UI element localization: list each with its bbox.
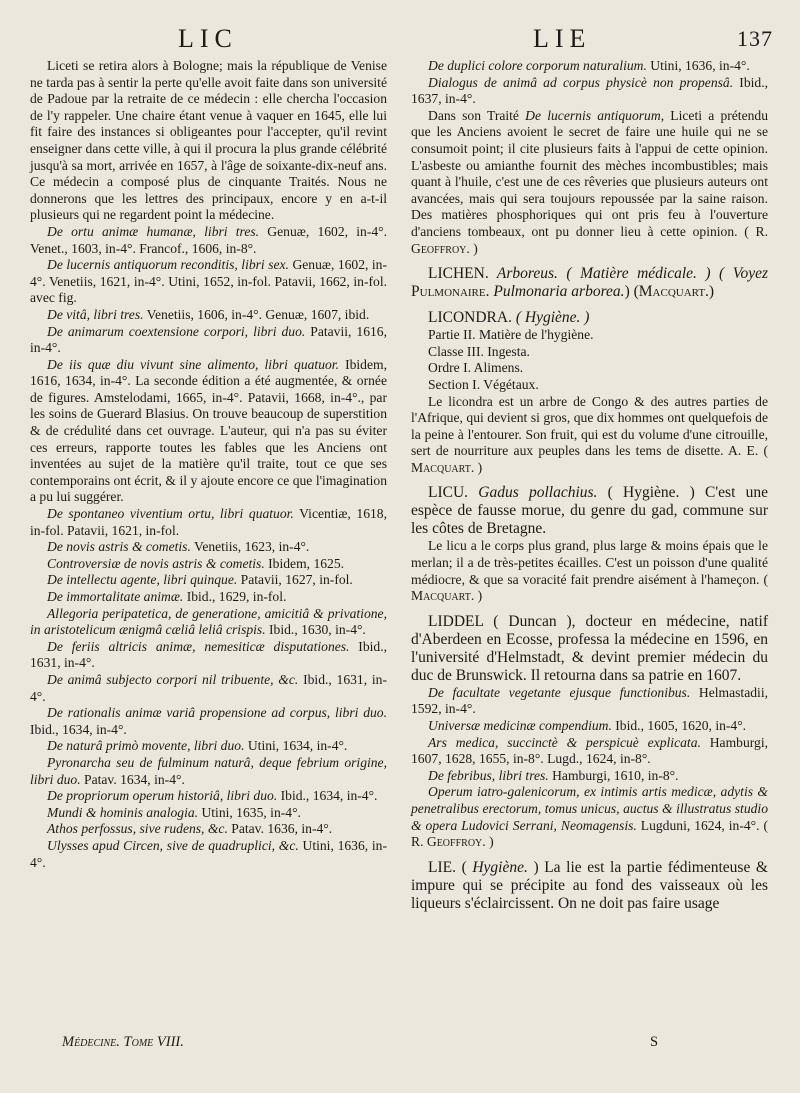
author-signature: Macquart bbox=[411, 459, 471, 475]
bibliography-entry bbox=[411, 718, 768, 735]
entry-headword: LIE. bbox=[428, 858, 456, 876]
work-details: Utini, 1635, in-4°. bbox=[198, 804, 301, 820]
work-details: Ibid., 1631, in-4°. bbox=[30, 671, 387, 704]
entry-headword: LICONDRA. bbox=[428, 309, 512, 327]
classification-list bbox=[411, 327, 768, 393]
lucernis-commentary bbox=[411, 108, 768, 257]
bibliography-entry bbox=[30, 738, 387, 755]
work-title: Pyronarcha seu de fulminum naturâ, deque febrium origine, libri duo. bbox=[30, 754, 387, 787]
bibliography-entry bbox=[30, 755, 387, 788]
entry-text: ( bbox=[455, 858, 473, 876]
work-details: Venetiis, 1606, in-4°. Genuæ, 1607, ibid. bbox=[143, 306, 370, 322]
cross-reference-term: Pulmonaire. bbox=[411, 283, 490, 301]
signature-mark: S bbox=[650, 1034, 659, 1050]
entry-liddel bbox=[411, 613, 768, 685]
bibliography-entry bbox=[30, 506, 387, 539]
work-details: Vicentiæ, 1618, in-fol. Patavii, 1621, in-fol. bbox=[30, 506, 387, 538]
work-title: De facultate vegetante ejusque functionibus. bbox=[428, 684, 691, 700]
bibliography-entry bbox=[30, 705, 387, 738]
left-column bbox=[30, 58, 387, 871]
bibliography-entry bbox=[30, 224, 387, 257]
author-signature: ) (Macquart.) bbox=[624, 283, 715, 301]
bibliography-entry bbox=[30, 357, 387, 506]
work-title: De lucernis antiquorum bbox=[525, 107, 661, 123]
entry-headword: LIDDEL bbox=[428, 612, 484, 630]
work-details: Ibid., 1637, in-4°. bbox=[411, 74, 768, 107]
author-signature: Macquart bbox=[411, 588, 471, 604]
work-details: Patavii, 1616, in-4°. bbox=[30, 323, 387, 356]
work-details: Ibid., 1629, in-fol. bbox=[183, 589, 287, 604]
entry-text: ( Duncan ), docteur en médecine, natif d'Aberdeen en Ecosse, professa la médecine en 1596, en l'université d'Helmstadt, & devint premier médecin du duc de Brunswick. Il retourna dans sa patrie en 1607. bbox=[411, 612, 768, 684]
work-details: Utini, 1636, in-4°. bbox=[30, 837, 387, 870]
work-title: Universæ medicinæ compendium. bbox=[428, 718, 612, 734]
classification-line: Ordre I. Alimens. bbox=[428, 360, 524, 376]
work-title: De intellectu agente, libri quinque. bbox=[47, 572, 238, 588]
work-title: Dialogus de animâ ad corpus physicè non propensâ. bbox=[428, 74, 734, 90]
work-details: Genuæ, 1602, in-4°. Venetiis, 1621, in-4°. Utini, 1652, in-fol. Patavii, 1662, in-fol. avec fig. bbox=[30, 257, 388, 306]
work-title: Operum iatro-galenicorum, ex intimis artis medicæ, adytis & penetralibus erectorum, tomus unicus, auctus & illustratus studio & opera Ludovici Serrani, Neomagensis. bbox=[411, 784, 768, 833]
work-title: Controversiæ de novis astris & cometis. bbox=[47, 555, 265, 571]
bibliography-entry bbox=[411, 735, 768, 768]
bibliography-entry bbox=[30, 257, 387, 307]
entry-headword: LICHEN. bbox=[428, 265, 489, 283]
signature-close: . ) bbox=[470, 588, 483, 604]
entry-licu bbox=[411, 484, 768, 538]
work-details: Lugduni, 1624, in-4°. ( R. bbox=[411, 817, 768, 850]
page-number: 137 bbox=[737, 26, 773, 51]
commentary-text: , Liceti a prétendu que les Anciens avoient le secret de faire une huile qui ne se consumoit point; il cite plusieurs faits à l'appui de cette opinion. L'asbeste ou amianthe fournit des mèches incombustibles; mais quant à l'huile, c'est une de ces rêveries que plusieurs auteurs ont avancées, mais qui sera toujours repoussée par la saine raison. Des matières phosphoriques qui ont pris feu à l'ouverture d'anciens tombeaux, ont pu donner lieu à cette opinion. ( R. bbox=[411, 107, 768, 239]
entry-category: ( Hygiène. ) bbox=[511, 309, 590, 327]
entry-lichen bbox=[411, 265, 768, 301]
commentary-text: Dans son Traité bbox=[428, 107, 526, 123]
latin-name: Arboreus. bbox=[488, 265, 567, 283]
licondra-description bbox=[411, 394, 768, 477]
bibliography-entry bbox=[411, 784, 768, 850]
work-details: Ibid., 1634, in-4°. bbox=[277, 788, 378, 804]
work-title: De naturâ primò movente, libri duo. bbox=[47, 738, 245, 754]
entry-headword: LICU. bbox=[428, 484, 469, 502]
bibliography-entry bbox=[411, 685, 768, 718]
entry-text: Le licondra est un arbre de Congo & des autres parties de l'Afrique, qui devient si gros, que dix hommes ont quelquefois de la peine à l'entourer. Son fruit, qui est du volume d'une citrouille, sert de nourriture aux peuples dans les tems de disette. A. E. ( bbox=[411, 393, 768, 459]
bibliography-entry bbox=[30, 606, 387, 639]
work-details: Utini, 1634, in-4°. bbox=[244, 738, 348, 754]
work-title: Ars medica, succinctè & perspicuè explicata. bbox=[428, 734, 701, 750]
page-footer bbox=[62, 1034, 762, 1051]
classification-line: Classe III. Ingesta. bbox=[428, 343, 530, 359]
work-title: De spontaneo viventium ortu, libri quatuor. bbox=[47, 506, 294, 522]
work-details: Venetiis, 1623, in-4°. bbox=[190, 539, 310, 555]
bibliography-entry bbox=[30, 324, 387, 357]
work-title: De rationalis animæ variâ propensione ad corpus, libri duo. bbox=[47, 705, 387, 721]
entry-category: Hygiène. bbox=[472, 858, 528, 876]
right-column bbox=[411, 58, 768, 913]
work-title: De vitâ, libri tres. bbox=[47, 306, 144, 322]
bibliography-entry bbox=[30, 572, 387, 589]
cross-reference: ( Matière médicale. ) ( Voyez bbox=[566, 265, 768, 283]
work-details: Ibid., 1605, 1620, in-4°. bbox=[611, 718, 747, 734]
signature-close: . ) bbox=[466, 240, 478, 256]
work-details: Hamburgi, 1610, in-8°. bbox=[548, 767, 679, 783]
bibliography-entry bbox=[30, 539, 387, 556]
work-details: Patavii, 1627, in-fol. bbox=[237, 572, 353, 588]
work-title: Allegoria peripatetica, de generatione, amicitiâ & privatione, in aristotelicum ænigmâ cæliâ leliâ crispis. bbox=[30, 605, 387, 638]
work-details: Patav. 1634, in-4°. bbox=[80, 771, 185, 787]
work-details: Genuæ, 1602, in-4°. Venet., 1603, in-4°. Francof., 1606, in-8°. bbox=[30, 223, 387, 256]
entry-lie bbox=[411, 859, 768, 913]
work-title: De novis astris & cometis. bbox=[47, 539, 191, 555]
running-head-left: LIC bbox=[178, 24, 238, 53]
bibliography-entry bbox=[411, 58, 768, 75]
bibliography-entry bbox=[411, 768, 768, 785]
work-title: Ulysses apud Circen, sive de quadruplici, &c. bbox=[47, 837, 299, 853]
licu-description bbox=[411, 538, 768, 604]
work-details: Ibid., 1631, in-4°. bbox=[30, 638, 388, 671]
work-title: De ortu animæ humanæ, libri tres. bbox=[47, 223, 260, 239]
work-title: De immortalitate animæ. bbox=[47, 589, 184, 604]
bibliography-entry bbox=[30, 672, 387, 705]
entry-text: ( Hygiène. ) C'est une espèce de fausse morue, du genre du gad, commune sur les côtes de Bretagne. bbox=[411, 484, 769, 538]
work-details: Ibidem, 1616, 1634, in-4°. La seconde édition a été augmentée, & ornée de figures. Amstelodami, 1665, in-4°. Patavii, 1668, in-4°., par les soins de Guerard Blasius. On trouve beaucoup de superstition & de crédulité dans cet ouvrage. L'auteur, qui n'a pas su éviter ces erreurs, rapporte toutes les fables que les Anciens ont inventées au sujet de la matière qu'il traite, tout ce que ses contemporains ont écrit, & il y ajoute encore ce que l'imagination a pu lui suggérer. bbox=[30, 356, 387, 505]
classification-line: Partie II. Matière de l'hygiène. bbox=[428, 327, 594, 343]
signature-close: . ) bbox=[482, 834, 494, 850]
work-title: Mundi & hominis analogia. bbox=[47, 804, 199, 820]
work-details: Ibid., 1630, in-4°. bbox=[265, 622, 366, 638]
work-title: De feriis altricis animæ, nemesiticæ disputationes. bbox=[47, 638, 350, 654]
work-title: De febribus, libri tres. bbox=[428, 767, 549, 783]
bibliography-entry bbox=[30, 639, 387, 672]
bibliography-entry bbox=[30, 307, 387, 324]
work-title: De animarum coextensione corpori, libri duo. bbox=[47, 323, 306, 339]
classification-line: Section I. Végétaux. bbox=[428, 376, 539, 392]
entry-licondra bbox=[411, 309, 768, 327]
work-details: Hamburgi, 1607, 1628, 1655, in-8°. Lugd., 1624, in-8°. bbox=[411, 734, 769, 767]
work-title: De lucernis antiquorum reconditis, libri sex. bbox=[47, 257, 289, 273]
work-details: Helmastadii, 1592, in-4°. bbox=[411, 684, 768, 717]
work-title: De animâ subjecto corpori nil tribuente, &c. bbox=[47, 671, 299, 687]
bibliography-entry bbox=[30, 589, 387, 606]
latin-name: Pulmonaria arborea. bbox=[489, 283, 625, 301]
work-title: Athos perfossus, sive rudens, &c. bbox=[47, 821, 228, 837]
work-details: Ibidem, 1625. bbox=[264, 555, 345, 571]
latin-name: Gadus pollachius. bbox=[468, 484, 598, 502]
liceti-biography: Liceti se retira alors à Bologne; mais la république de Venise ne tarda pas à sentir la perte qu'elle avoit faite dans son université de Padoue par la retraite de ce médecin : elle chercha l'occasion de l'y rappeler. Une chaire étant venue à vaquer en 1645, elle lui fit faire des instances si obligeantes pour l'accepter, qu'il revint enseigner dans cette ville, à qui il procura la plus grande célébrité jusqu'à sa mort, arrivée en 1657, à l'âge de soixante-dix-neuf ans. Ce médecin a composé plus de cinquante Traités. Nous ne donnerons que les lettres des principaux, encore y en a-t-il plusieurs qui ne regardent point la médecine. bbox=[30, 58, 387, 223]
bibliography-entry bbox=[30, 838, 387, 871]
author-signature: Geoffroy bbox=[426, 834, 483, 850]
work-details: Ibid., 1634, in-4°. bbox=[30, 721, 127, 737]
entry-text: ) La lie est la partie fédimenteuse & impure qui se précipite au fond des vaisseaux où les liqueurs s'éclaircissent. On ne doit pas faire usage bbox=[411, 858, 768, 912]
bibliography-entry bbox=[30, 805, 387, 822]
author-signature: Geoffroy bbox=[411, 240, 467, 256]
work-details: Utini, 1636, in-4°. bbox=[646, 58, 750, 73]
work-details: Patav. 1636, in-4°. bbox=[227, 821, 333, 837]
signature-close: . ) bbox=[470, 459, 483, 475]
work-title: De duplici colore corporum naturalium. bbox=[428, 58, 647, 73]
work-title: De propriorum operum historiâ, libri duo. bbox=[47, 788, 278, 804]
running-head-right: LIE bbox=[533, 24, 592, 53]
bibliography-entry bbox=[411, 75, 768, 108]
work-title: De iis quæ diu vivunt sine alimento, libri quatuor. bbox=[47, 356, 339, 372]
volume-title: Médecine. Tome VIII. bbox=[62, 1034, 184, 1050]
bibliography-entry bbox=[30, 556, 387, 573]
bibliography-entry bbox=[30, 788, 387, 805]
entry-text: Le licu a le corps plus grand, plus large & moins épais que le merlan; il a de très-petites écailles. C'est un poisson d'une qualité médiocre, & que sa voracité fait prendre aisément à l'hameçon. ( bbox=[411, 538, 768, 587]
bibliography-entry bbox=[30, 821, 387, 838]
